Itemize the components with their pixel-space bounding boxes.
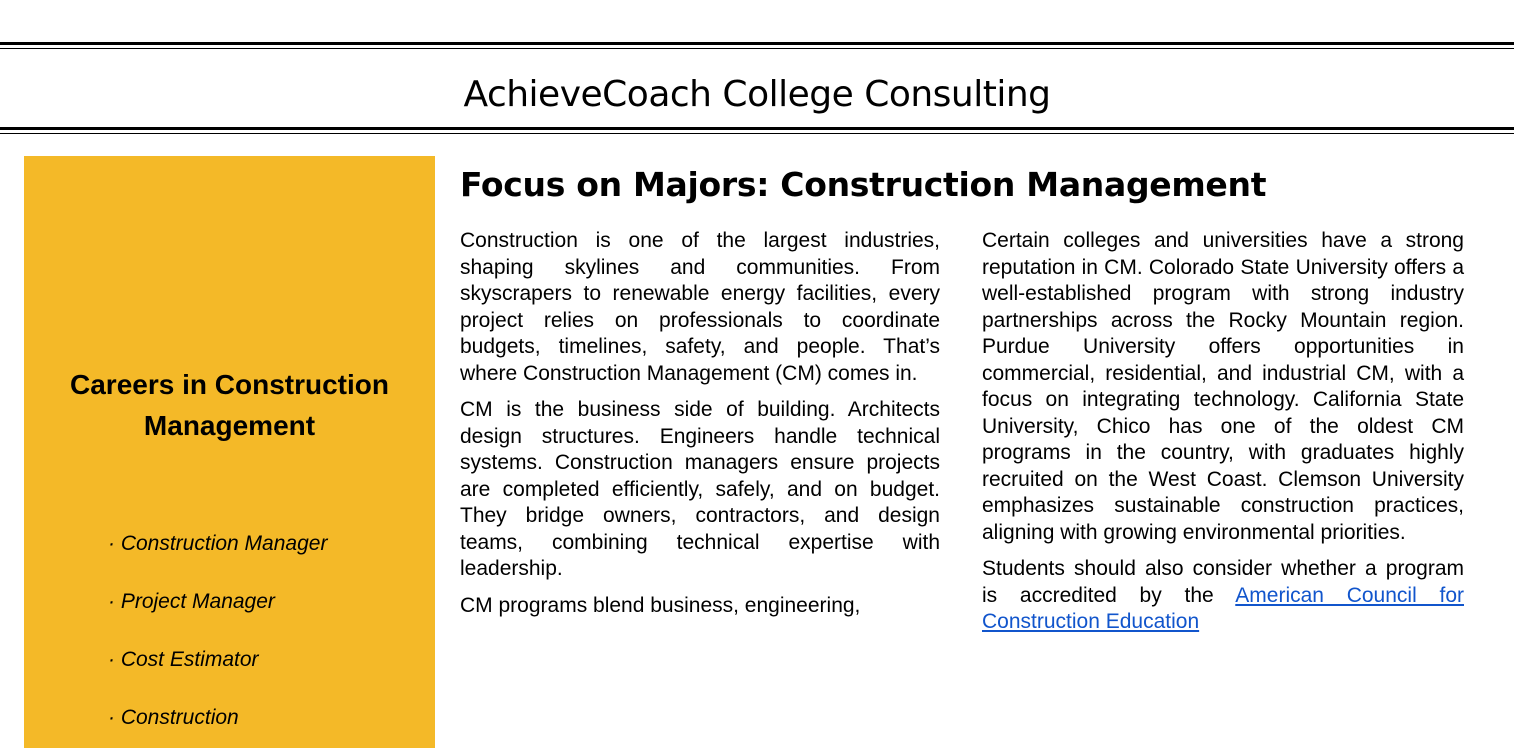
paragraph-intro: Construction is one of the largest industries, shaping skylines and communities. From skyscrapers to renewable energy facilities, every project relies on professionals to coordinate budgets, timelines, safety, and people. That’s where Construction Management (CM) comes in. <box>460 229 940 385</box>
career-item-project-manager: · Project Manager <box>108 590 275 613</box>
paragraph-business-side: CM is the business side of building. Architects design structures. Engineers handle technical systems. Construction managers ensure projects are completed efficiently, safely, and on budget. They bridge owners, contractors, and design teams, combining technical expertise with leadership. <box>460 398 940 580</box>
site-title: AchieveCoach College Consulting <box>463 74 1051 115</box>
career-list <box>108 532 327 748</box>
header-bottom-rule <box>0 127 1514 134</box>
career-item-cost-estimator: · Cost Estimator <box>108 648 259 671</box>
accreditation-text: Students should also consider whether a program is accredited by the <box>982 557 1464 607</box>
acce-link[interactable]: American Council for Construction Education <box>982 583 1464 633</box>
career-item-construction: · Construction <box>108 706 239 729</box>
paragraph-programs: CM programs blend business, engineering, <box>460 593 861 617</box>
article-column-left <box>460 228 940 629</box>
career-item-construction-manager: · Construction Manager <box>108 532 328 555</box>
header-top-rule <box>0 42 1514 49</box>
sidebar <box>24 156 435 748</box>
paragraph-colleges: Certain colleges and universities have a strong reputation in CM. Colorado State University offers a well-established program with strong industry partnerships across the Rocky Mountain region. Purdue University offers opportunities in commercial, residential, and industrial CM, with a focus on integrating technology. California State University, Chico has one of the oldest CM programs in the country, with graduates highly recruited on the West Coast. Clemson University emphasizes sustainable construction practices, aligning with growing environmental priorities. <box>982 229 1464 544</box>
article-title: Focus on Majors: Construction Management <box>460 165 1267 204</box>
sidebar-heading: Careers in Construction Management <box>70 369 389 441</box>
paragraph-accreditation <box>982 556 1464 636</box>
article-column-right <box>982 228 1464 646</box>
